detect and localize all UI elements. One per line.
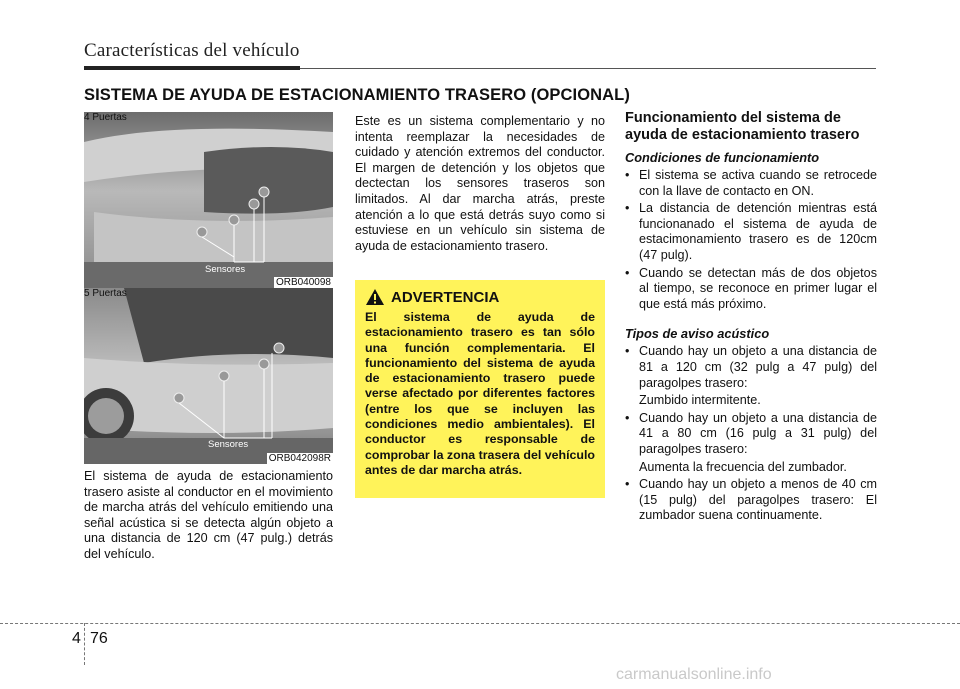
list-item: • Cuando hay un objeto a menos de 40 cm (15 pulg) del paragolpes trasero: El zumbador suena continuamente. <box>625 477 877 523</box>
intro-paragraph: El sistema de ayuda de estacionamiento trasero asiste al conductor en el movimiento de marcha atrás del vehículo emitiendo una señal acústica si se detecta algún objeto a una distancia de 120 cm (47 pulg.) detrás del vehículo. <box>84 469 333 561</box>
figure-5-doors <box>84 288 333 464</box>
list-item: • Cuando se detectan más de dos objetos al tiempo, se reconoce en primer lugar el que está más próximo. <box>625 265 877 311</box>
figure-4-doors <box>84 112 333 288</box>
page-number: 76 <box>90 630 108 647</box>
warning-type-result: Aumenta la frecuencia del zumbador. <box>639 459 847 474</box>
chapter-number: 4 <box>72 630 81 647</box>
watermark: carmanualsonline.info <box>616 666 772 683</box>
chapter-header-title: Características del vehículo <box>84 40 300 61</box>
warning-header <box>365 288 595 306</box>
warning-text: El sistema de ayuda de estacionamiento trasero es tan sólo una función complementaria. El funcionamiento del sistema de ayuda de estacionamiento trasero puede verse afectado por diferentes factores (entre los que se incluyen las condiciones medio ambientales). El conductor es responsable de comprobar la zona trasera del vehículo antes de dar marcha atrás. <box>365 310 595 477</box>
warning-box <box>355 280 605 498</box>
figure-code: ORB042098R <box>268 453 331 464</box>
header-rule <box>84 66 300 70</box>
footer-divider <box>0 623 960 624</box>
warning-types-title: Tipos de aviso acústico <box>625 326 770 342</box>
list-item: • El sistema se activa cuando se retrocede con la llave de contacto en ON. <box>625 168 877 198</box>
figure-tag: 4 Puertas <box>84 112 127 123</box>
header-rule-thin <box>300 68 876 69</box>
operation-heading-line1: Funcionamiento del sistema de <box>625 110 841 126</box>
conditions-list <box>625 168 877 312</box>
car-rear-photo-4-doors <box>84 112 333 288</box>
warning-type-result: Zumbido intermitente. <box>639 393 761 408</box>
bullet-icon: • <box>625 265 630 280</box>
list-item: • Cuando hay un objeto a una distancia de 41 a 80 cm (16 pulg a 31 pulg) del paragolpes trasero: <box>625 410 877 456</box>
conditions-title: Condiciones de funcionamiento <box>625 150 820 165</box>
warning-title: ADVERTENCIA <box>391 288 500 306</box>
warning-types-list <box>625 344 877 391</box>
warning-types-list <box>625 477 877 524</box>
list-item: • La distancia de detención mientras está funcionanado el sistema de ayuda de estacimonamiento trasero es de 120cm (47 pulg). <box>625 201 877 262</box>
complementary-paragraph: Este es un sistema complementario y no intenta reemplazar la necesidades de cuidado y atención extremos del conductor. El margen de detención y los objetos que dectectan los sensores traseros son limitados. Al dar marcha atrás, preste atención a lo que está detrás suyo como si estuviese en un vehículo sin sistema de ayuda de estacionamiento trasero. <box>355 114 605 253</box>
bullet-icon: • <box>625 344 630 359</box>
figure-tag: 5 Puertas <box>84 288 127 299</box>
list-item: • Cuando hay un objeto a una distancia de 81 a 120 cm (32 pulg a 47 pulg) del paragolpes trasero: <box>625 344 877 390</box>
bullet-icon: • <box>625 477 630 492</box>
warning-triangle-icon <box>365 288 385 306</box>
bullet-icon: • <box>625 201 630 216</box>
operation-heading-line2: ayuda de estacionamiento trasero <box>625 127 860 143</box>
section-title: SISTEMA DE AYUDA DE ESTACIONAMIENTO TRASERO (OPCIONAL) <box>84 86 630 104</box>
bullet-icon: • <box>625 410 630 425</box>
sensors-label: Sensores <box>205 264 246 275</box>
figure-code: ORB040098 <box>275 277 331 288</box>
sensors-label: Sensores <box>208 439 249 450</box>
bullet-icon: • <box>625 168 630 182</box>
car-rear-photo-5-doors <box>84 288 333 464</box>
right-column <box>625 110 877 524</box>
warning-types-list <box>625 411 877 458</box>
footer-vertical-divider <box>84 623 85 665</box>
